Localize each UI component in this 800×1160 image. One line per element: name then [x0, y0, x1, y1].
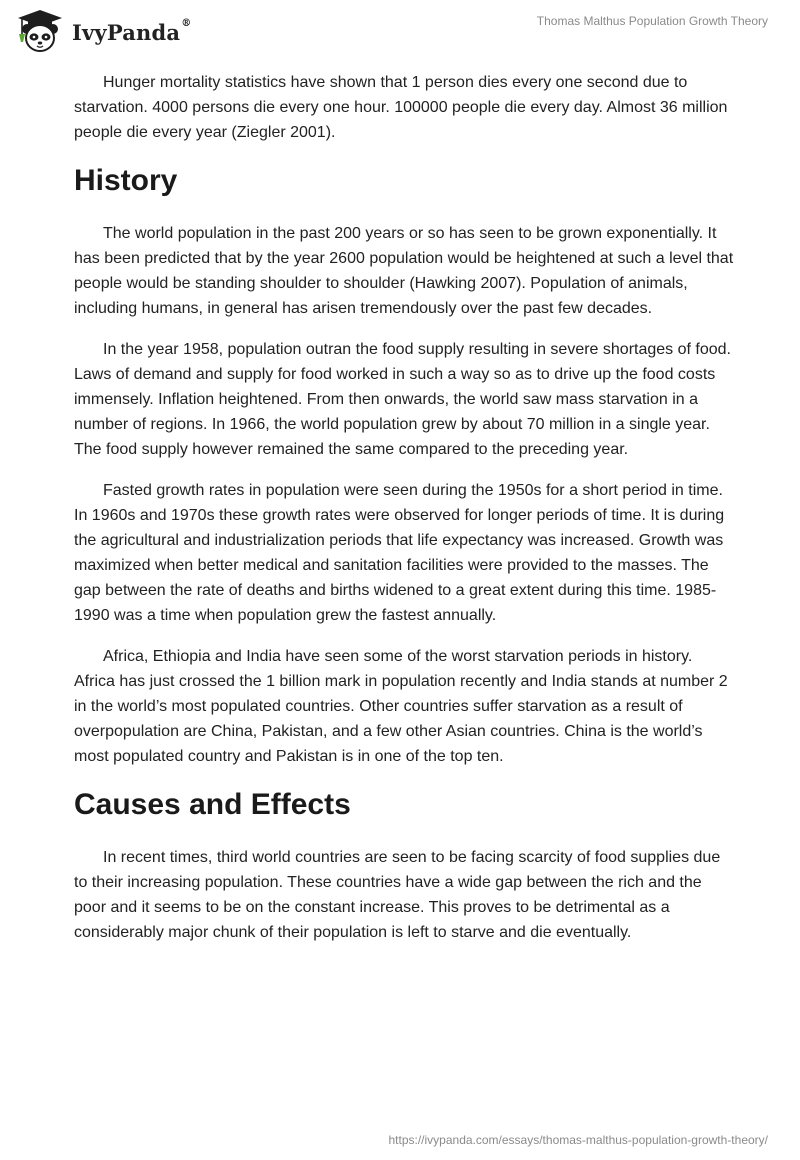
history-heading: History: [74, 164, 178, 197]
history-paragraph-2: In the year 1958, population outran the food supply resulting in severe shortages of food. Laws of demand and supply for food worked in such a way so as to drive up the food costs immensely. Inflation heightened. From then onwards, the world saw mass starvation in a number of regions. In 1966, the world population grew by about 70 million in a single year. The food supply however remained the same compared to the preceding year.: [74, 341, 731, 458]
source-url[interactable]: https://ivypanda.com/essays/thomas-malthus-population-growth-theory/: [388, 1133, 768, 1147]
causes-paragraph-1: In recent times, third world countries are seen to be facing scarcity of food supplies due to their increasing population. These countries have a wide gap between the rich and the poor and it seems to be on the constant increase. This proves to be detrimental as a considerably major chunk of their population is left to starve and die eventually.: [74, 849, 721, 941]
ivypanda-logo[interactable]: [14, 8, 191, 54]
history-paragraph-1: The world population in the past 200 years or so has seen to be grown exponentially. It has been predicted that by the year 2600 population would be heightened at such a level that people would be standing shoulder to shoulder (Hawking 2007). Population of animals, including humans, in general has arisen tremendously over the past few decades.: [74, 225, 734, 317]
page-header: [0, 0, 800, 60]
logo-wordmark: [72, 17, 192, 45]
essay-content: [74, 70, 734, 961]
intro-paragraph: Hunger mortality statistics have shown that 1 person dies every one second due to starvation. 4000 persons die every one hour. 100000 people die every day. Almost 36 million people die every year (Ziegler 2001).: [74, 74, 728, 141]
registered-mark: ®: [181, 17, 192, 29]
logo-text: IvyPanda: [72, 19, 181, 45]
causes-effects-heading: Causes and Effects: [74, 788, 351, 821]
history-paragraph-3: Fasted growth rates in population were seen during the 1950s for a short period in time. In 1960s and 1970s these growth rates were observed for longer periods of time. It is during the agricultural and industrialization periods that life expectancy was increased. Growth was maximized when better medical and sanitation facilities were provided to the masses. The gap between the rate of deaths and births widened to a great extent during this time. 1985-1990 was a time when population grew the fastest annually.: [74, 482, 725, 624]
history-paragraph-4: Africa, Ethiopia and India have seen some of the worst starvation periods in history. Africa has just crossed the 1 billion mark in population recently and India stands at number 2 in the world’s most populated countries. Other countries suffer starvation as a result of overpopulation are China, Pakistan, and a few other Asian countries. China is the world’s most populated country and Pakistan is in one of the top ten.: [74, 648, 728, 765]
panda-graduate-icon: [14, 8, 66, 54]
document-title: Thomas Malthus Population Growth Theory: [536, 14, 768, 28]
